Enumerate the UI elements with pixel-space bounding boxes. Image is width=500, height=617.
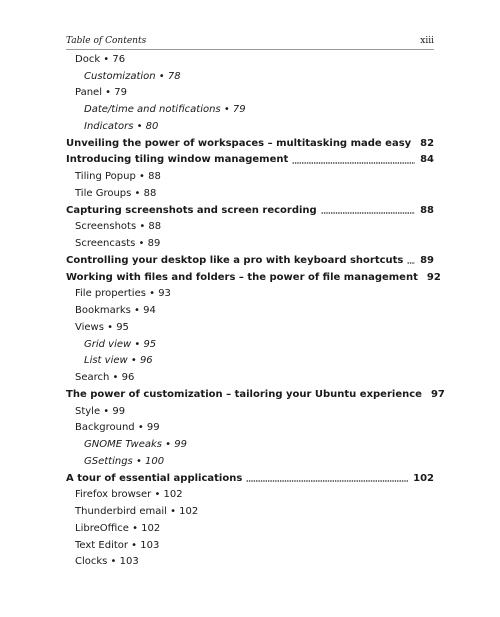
toc-entry-title: The power of customization – tailoring your Ubuntu experience (66, 388, 422, 400)
toc-entry-title: Screencasts • 89 (75, 238, 161, 250)
toc-entry-title: Introducing tiling window management (66, 154, 289, 166)
toc-section-entry[interactable] (66, 520, 434, 537)
toc-entry-title: GNOME Tweaks • 99 (84, 439, 187, 451)
toc-section-entry[interactable] (66, 101, 434, 118)
toc-page-number: 89 (420, 254, 434, 266)
toc-section-entry[interactable] (66, 369, 434, 386)
toc-section-entry[interactable] (66, 403, 434, 420)
dot-leader (321, 212, 415, 214)
toc-entry-title: Working with files and folders – the power of file management (66, 271, 418, 283)
toc-chapter-entry[interactable] (66, 135, 434, 152)
toc-entry-title: Style • 99 (75, 405, 126, 417)
toc-section-entry[interactable] (66, 168, 434, 185)
toc-page-number: 92 (426, 271, 441, 283)
toc-entry-title: Thunderbird email • 102 (75, 506, 199, 518)
toc-page-number: 88 (420, 204, 434, 216)
dot-leader (407, 262, 415, 264)
toc-entry-title: Tile Groups • 88 (75, 187, 157, 199)
toc-entry-title: Clocks • 103 (75, 556, 139, 568)
toc-section-entry[interactable] (66, 420, 434, 437)
toc-entry-title: Grid view • 95 (84, 338, 157, 350)
toc-page-number: 82 (420, 137, 435, 149)
toc-entry-title: List view • 96 (84, 355, 153, 367)
toc-entry-title: Firefox browser • 102 (75, 489, 183, 501)
toc-entry-title: Text Editor • 103 (75, 539, 160, 551)
toc-section-entry[interactable] (66, 51, 434, 68)
toc-section-entry[interactable] (66, 118, 434, 135)
toc-entry-title: Customization • 78 (84, 70, 181, 82)
toc-section-entry[interactable] (66, 487, 434, 504)
toc-section-entry[interactable] (66, 319, 434, 336)
toc-section-entry[interactable] (66, 353, 434, 370)
toc-chapter-entry[interactable] (66, 252, 434, 269)
page-number: xiii (420, 36, 434, 46)
toc-section-entry[interactable] (66, 85, 434, 102)
table-of-contents (66, 51, 445, 570)
toc-entry-title: GSettings • 100 (84, 455, 165, 467)
toc-page-number: 84 (420, 154, 434, 166)
toc-chapter-entry[interactable] (66, 202, 434, 219)
toc-entry-title: Background • 99 (75, 422, 160, 434)
toc-entry-title: Screenshots • 88 (75, 221, 162, 233)
toc-page-number: 102 (413, 472, 434, 484)
toc-section-entry[interactable] (66, 537, 434, 554)
toc-section-entry[interactable] (66, 554, 434, 571)
toc-section-entry[interactable] (66, 336, 434, 353)
toc-page-number: 97 (430, 388, 445, 400)
toc-chapter-entry[interactable] (66, 269, 441, 286)
toc-entry-title: A tour of essential applications (66, 472, 243, 484)
toc-section-entry[interactable] (66, 185, 434, 202)
toc-entry-title: Date/time and notifications • 79 (84, 104, 246, 116)
toc-chapter-entry[interactable] (66, 386, 445, 403)
toc-section-entry[interactable] (66, 219, 434, 236)
toc-section-entry[interactable] (66, 286, 434, 303)
toc-entry-title: File properties • 93 (75, 288, 171, 300)
toc-section-entry[interactable] (66, 453, 434, 470)
toc-entry-title: Bookmarks • 94 (75, 305, 156, 317)
running-header-title: Table of Contents (66, 36, 147, 46)
toc-entry-title: Search • 96 (75, 372, 135, 384)
toc-entry-title: Indicators • 80 (84, 120, 159, 132)
toc-entry-title: Capturing screenshots and screen recording (66, 204, 317, 216)
toc-entry-title: Tiling Popup • 88 (75, 171, 161, 183)
toc-entry-title: Panel • 79 (75, 87, 127, 99)
toc-entry-title: Unveiling the power of workspaces – multitasking made easy (66, 137, 412, 149)
toc-chapter-entry[interactable] (66, 152, 434, 169)
dot-leader (292, 162, 415, 164)
toc-entry-title: Controlling your desktop like a pro with keyboard shortcuts (66, 254, 404, 266)
toc-section-entry[interactable] (66, 436, 434, 453)
dot-leader (246, 480, 408, 482)
toc-section-entry[interactable] (66, 302, 434, 319)
toc-entry-title: Dock • 76 (75, 53, 126, 65)
toc-entry-title: Views • 95 (75, 321, 129, 333)
toc-entry-title: LibreOffice • 102 (75, 522, 161, 534)
toc-section-entry[interactable] (66, 68, 434, 85)
toc-section-entry[interactable] (66, 503, 434, 520)
toc-chapter-entry[interactable] (66, 470, 434, 487)
toc-section-entry[interactable] (66, 235, 434, 252)
running-header (66, 30, 434, 50)
